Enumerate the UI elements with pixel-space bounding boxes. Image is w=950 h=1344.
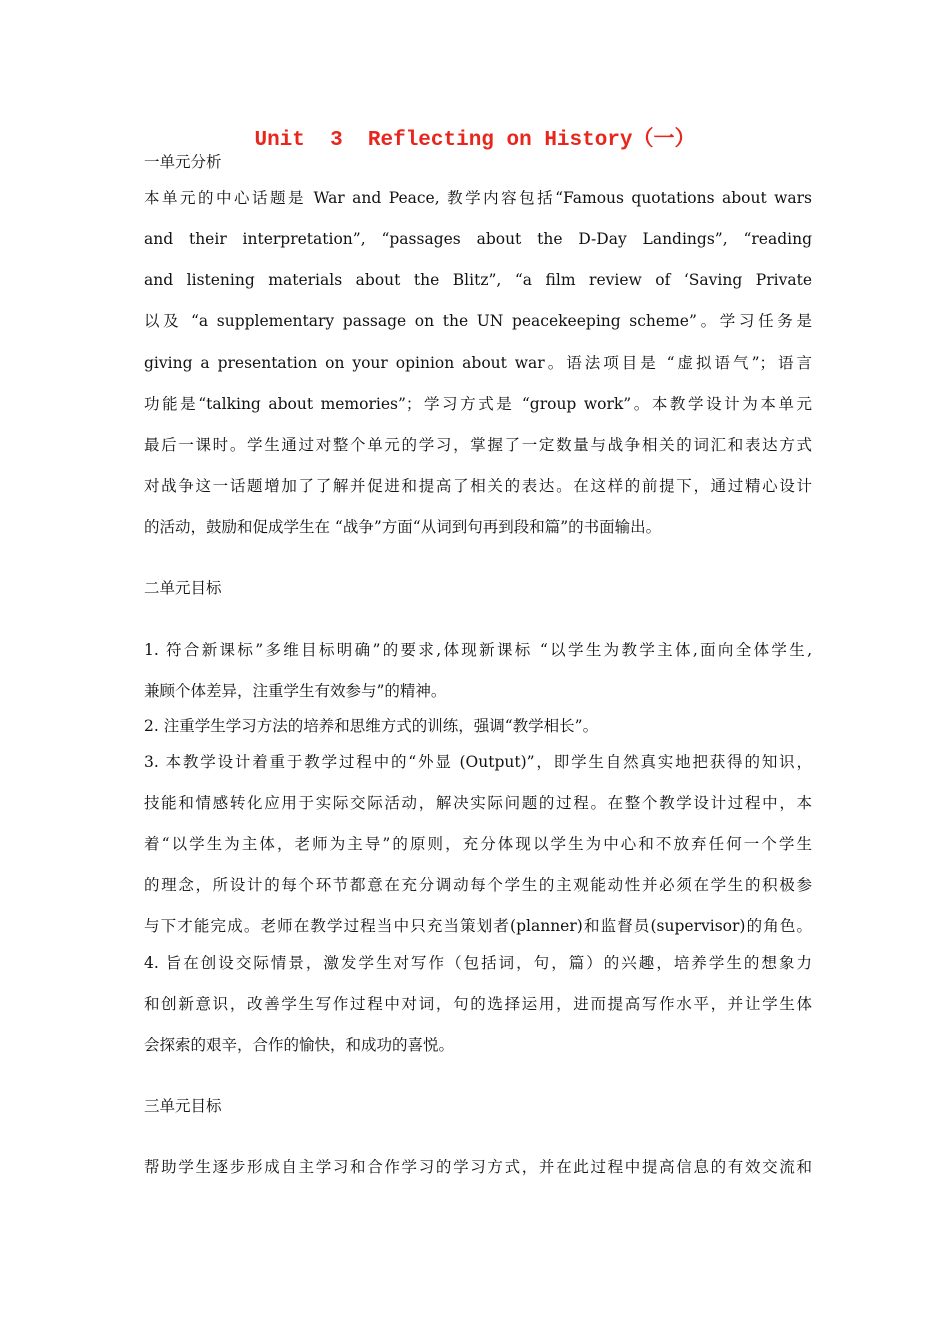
list-item-line: 1. 符合新课标”多维目标明确”的要求,体现新课标 “以学生为教学主体,面向全体学生, [144,641,812,659]
paragraph-line: 本单元的中心话题是 War and Peace, 教学内容包括“Famous quotations about wars [144,189,812,207]
paragraph-line: 帮助学生逐步形成自主学习和合作学习的学习方式，并在此过程中提高信息的有效交流和 [144,1158,812,1176]
list-item-line: 着“以学生为主体，老师为主导”的原则，充分体现以学生为中心和不放弃任何一个学生 [144,835,812,853]
section-heading-goals-3: 三单元目标 [144,1097,222,1115]
list-item-line: 的理念，所设计的每个环节都意在充分调动每个学生的主观能动性并必须在学生的积极参 [144,876,812,894]
section-heading-goals: 二单元目标 [144,579,222,597]
paragraph-line: 功能是“talking about memories”；学习方式是 “group work”。本教学设计为本单元 [144,395,812,413]
paragraph-line: 最后一课时。学生通过对整个单元的学习，掌握了一定数量与战争相关的词汇和表达方式 [144,436,812,454]
paragraph-line: and listening materials about the Blitz”, “a film review of ‘Saving Private [144,271,812,289]
list-item-line: 3. 本教学设计着重于教学过程中的“外显 (Output)”，即学生自然真实地把获得的知识， [144,753,812,771]
list-item-line: 与下才能完成。老师在教学过程当中只充当策划者(planner)和监督员(supervisor)的角色。 [144,917,812,935]
paragraph-line: 对战争这一话题增加了了解并促进和提高了相关的表达。在这样的前提下，通过精心设计 [144,477,812,495]
list-item-line: 技能和情感转化应用于实际交际活动，解决实际问题的过程。在整个教学设计过程中，本 [144,794,812,812]
paragraph-line: giving a presentation on your opinion about war。语法项目是 “虚拟语气”；语言 [144,354,812,372]
paragraph-line: and their interpretation”, “passages about the D-Day Landings”, “reading [144,230,812,248]
document-title: Unit 3 Reflecting on History（一） [254,129,696,152]
list-item-line: 兼顾个体差异，注重学生有效参与”的精神。 [144,682,447,700]
section-heading-analysis: 一单元分析 [144,153,222,171]
paragraph-line: 以及 “a supplementary passage on the UN peacekeeping scheme”。学习任务是 [144,312,812,330]
list-item-line: 4. 旨在创设交际情景，激发学生对写作（包括词，句，篇）的兴趣，培养学生的想象力 [144,954,812,972]
list-item-line: 2. 注重学生学习方法的培养和思维方式的训练，强调“教学相长”。 [144,717,599,735]
paragraph-line: 的活动，鼓励和促成学生在 “战争”方面“从词到句再到段和篇”的书面输出。 [144,518,662,536]
list-item-line: 和创新意识，改善学生写作过程中对词，句的选择运用，进而提高写作水平，并让学生体 [144,995,812,1013]
list-item-line: 会探索的艰辛，合作的愉快，和成功的喜悦。 [144,1036,455,1054]
